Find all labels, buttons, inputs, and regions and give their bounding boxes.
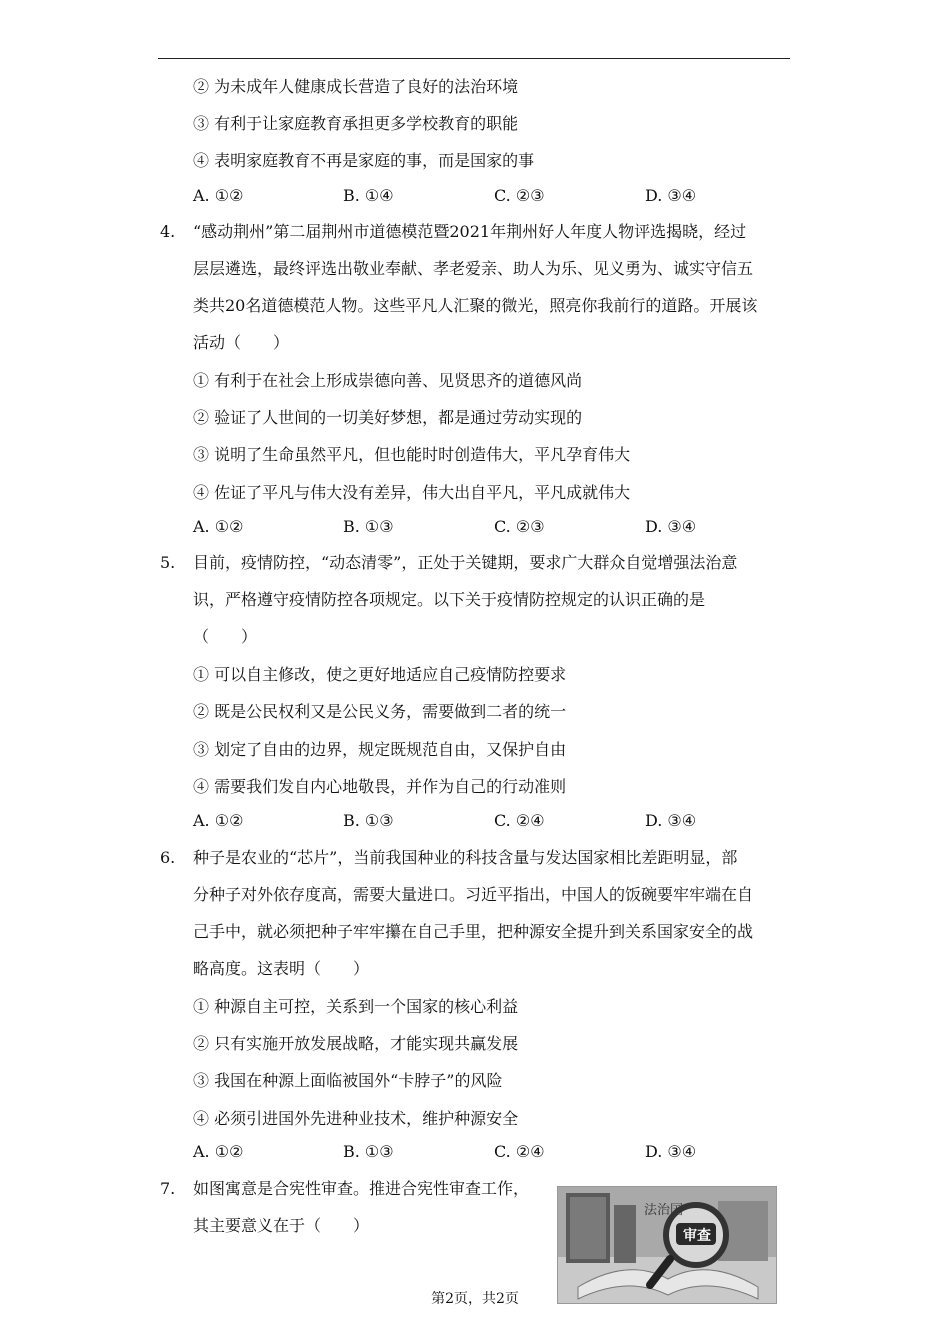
q6-option-a: A. ①②: [193, 1142, 244, 1161]
q6-item-1: ① 种源自主可控，关系到一个国家的核心利益: [193, 997, 519, 1016]
q3-option-d: D. ③④: [645, 186, 697, 205]
figure-magnifier-label: 审查: [683, 1228, 711, 1244]
q6-item-3: ③ 我国在种源上面临被国外“卡脖子”的风险: [193, 1071, 503, 1090]
q5-option-b: B. ①③: [343, 811, 394, 830]
q5-number: 5.: [160, 553, 176, 572]
q6-option-b: B. ①③: [343, 1142, 394, 1161]
q6-stem-line-2: 分种子对外依存度高，需要大量进口。习近平指出，中国人的饭碗要牢牢端在自: [193, 885, 754, 904]
q5-stem-line-1: 目前，疫情防控，“动态清零”，正处于关键期，要求广大群众自觉增强法治意: [193, 553, 738, 572]
q4-item-4: ④ 佐证了平凡与伟大没有差异，伟大出自平凡，平凡成就伟大: [193, 483, 631, 502]
q6-stem-line-4: 略高度。这表明（ ）: [193, 959, 370, 978]
q4-option-c: C. ②③: [494, 517, 545, 536]
q6-item-4: ④ 必须引进国外先进种业技术，维护种源安全: [193, 1109, 519, 1128]
q4-option-b: B. ①③: [343, 517, 394, 536]
q5-option-a: A. ①②: [193, 811, 244, 830]
q4-option-d: D. ③④: [645, 517, 697, 536]
q6-stem-line-1: 种子是农业的“芯片”，当前我国种业的科技含量与发达国家相比差距明显，部: [193, 848, 738, 867]
q6-number: 6.: [160, 848, 176, 867]
q5-item-3: ③ 划定了自由的边界，规定既规范自由，又保护自由: [193, 740, 567, 759]
q7-stem-line-1: 如图寓意是合宪性审查。推进合宪性审查工作，: [193, 1179, 530, 1198]
q4-stem-line-2: 层层遴选，最终评选出敬业奉献、孝老爱亲、助人为乐、见义勇为、诚实守信五: [193, 259, 754, 278]
q5-item-1: ① 可以自主修改，使之更好地适应自己疫情防控要求: [193, 665, 567, 684]
q5-item-4: ④ 需要我们发自内心地敬畏，并作为自己的行动准则: [193, 777, 567, 796]
q4-number: 4.: [160, 222, 176, 241]
q3-option-b: B. ①④: [343, 186, 394, 205]
q4-stem-line-4: 活动（ ）: [193, 333, 290, 352]
q6-option-c: C. ②④: [494, 1142, 545, 1161]
q4-stem-line-1: “感动荆州”第二届荆州市道德模范暨2021年荆州好人年度人物评选揭晓，经过: [193, 222, 747, 241]
q3-option-c: C. ②③: [494, 186, 545, 205]
q3-item-4: ④ 表明家庭教育不再是家庭的事，而是国家的事: [193, 151, 535, 170]
header-rule: [158, 58, 790, 59]
q3-item-2: ② 为未成年人健康成长营造了良好的法治环境: [193, 77, 519, 96]
q5-option-c: C. ②④: [494, 811, 545, 830]
q6-stem-line-3: 己手中，就必须把种子牢牢攥在自己手里，把种源安全提升到关系国家安全的战: [193, 922, 754, 941]
q5-item-2: ② 既是公民权利又是公民义务，需要做到二者的统一: [193, 702, 567, 721]
q6-item-2: ② 只有实施开放发展战略，才能实现共赢发展: [193, 1034, 519, 1053]
q7-stem-line-2: 其主要意义在于（ ）: [193, 1216, 370, 1235]
q4-item-2: ② 验证了人世间的一切美好梦想，都是通过劳动实现的: [193, 408, 583, 427]
q5-stem-line-2: 识，严格遵守疫情防控各项规定。以下关于疫情防控规定的认识正确的是: [193, 590, 706, 609]
q5-stem-line-3: （ ）: [193, 627, 258, 646]
q4-item-1: ① 有利于在社会上形成崇德向善、见贤思齐的道德风尚: [193, 371, 583, 390]
q4-stem-line-3: 类共20名道德模范人物。这些平凡人汇聚的微光，照亮你我前行的道路。开展该: [193, 296, 758, 315]
q6-option-d: D. ③④: [645, 1142, 697, 1161]
q4-item-3: ③ 说明了生命虽然平凡，但也能时时创造伟大，平凡孕育伟大: [193, 445, 631, 464]
q3-item-3: ③ 有利于让家庭教育承担更多学校教育的职能: [193, 114, 519, 133]
q4-option-a: A. ①②: [193, 517, 244, 536]
q3-option-a: A. ①②: [193, 186, 244, 205]
page-footer: 第2页，共2页: [431, 1291, 519, 1307]
q5-option-d: D. ③④: [645, 811, 697, 830]
figure-background-text: 法治国: [644, 1203, 684, 1218]
q7-number: 7.: [160, 1179, 176, 1198]
constitutional-review-image: [557, 1186, 777, 1304]
